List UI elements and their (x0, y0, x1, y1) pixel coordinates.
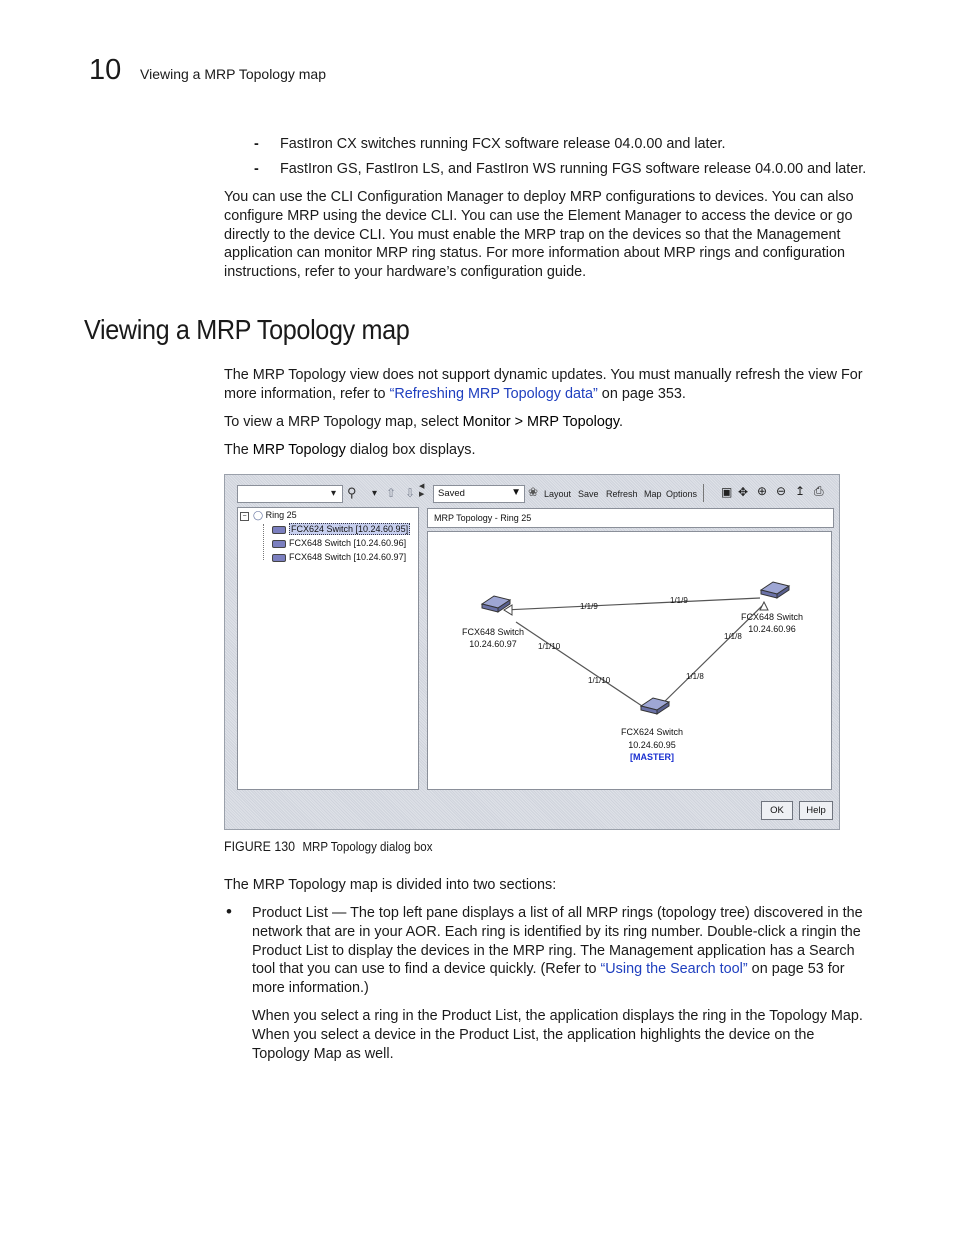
down-arrow-icon[interactable]: ⇩ (405, 486, 416, 500)
tree-device-item[interactable] (272, 552, 406, 562)
node-name: FCX648 Switch (741, 612, 804, 622)
link-97-95 (516, 622, 648, 710)
up-arrow-icon[interactable]: ⇧ (386, 486, 397, 500)
collapse-icon[interactable]: − (240, 512, 249, 521)
text: . (619, 414, 624, 430)
port-label: 1/1/10 (588, 676, 611, 685)
switch-icon (272, 554, 286, 562)
options-button[interactable]: Options (666, 489, 698, 499)
layout-button[interactable]: Layout (544, 489, 572, 499)
switch-node-95[interactable] (641, 698, 669, 714)
intro-paragraph: You can use the CLI Configuration Manager to deploy MRP configurations to devices. You can also configure MRP using the device CLI. You can use the Element Manager to access the device or go directly to the device CLI. You must enable the MRP trap on the devices so that the Management application can monitor MRP ring status. For more information about MRP rings and configuration instructions, refer to your hardware’s configuration guide. (224, 189, 854, 281)
intro-bullet: - FastIron CX switches running FCX software release 04.0.00 and later. (250, 135, 890, 154)
saved-select-value: Saved (438, 488, 465, 499)
tree-device-label: FCX624 Switch [10.24.60.95] (291, 524, 409, 534)
sections-intro: The MRP Topology map is divided into two sections: (224, 877, 557, 893)
search-tool-icon[interactable]: ⚲ (347, 485, 357, 500)
pan-icon[interactable]: ✥ (738, 485, 749, 499)
map-title: MRP Topology - Ring 25 (434, 513, 532, 523)
layout-icon: ❀ (528, 485, 539, 499)
figure-number: FIGURE 130 (224, 839, 296, 854)
section-paragraph-1 (224, 366, 874, 404)
dialog-name: MRP Topology (252, 442, 346, 458)
chapter-number: 10 (89, 54, 122, 86)
node-name: FCX624 Switch (621, 727, 684, 737)
save-button[interactable]: Save (578, 489, 599, 499)
mrp-topology-dialog-screenshot (224, 474, 840, 830)
zoom-out-icon[interactable]: ⊖ (776, 484, 787, 498)
node-ip: 10.24.60.96 (748, 624, 796, 634)
tree-root-label: Ring 25 (265, 510, 297, 520)
node-ip: 10.24.60.95 (628, 739, 676, 750)
zoom-in-icon[interactable]: ⊕ (757, 484, 768, 498)
node-ip: 10.24.60.97 (469, 639, 517, 649)
figure-caption (224, 839, 432, 854)
text: The (224, 442, 253, 458)
help-button[interactable]: Help (799, 801, 833, 820)
fit-icon[interactable]: ▣ (721, 485, 733, 499)
saved-select[interactable] (433, 485, 525, 503)
port-label: 1/1/8 (724, 632, 742, 641)
master-badge: [MASTER] (630, 752, 675, 762)
link-97-96 (504, 598, 760, 610)
map-title-bar (427, 508, 834, 528)
search-combo[interactable] (237, 485, 343, 503)
ok-button[interactable]: OK (761, 801, 793, 820)
section-paragraph-2 (224, 413, 874, 432)
switch-node-96[interactable] (761, 582, 789, 598)
port-label: 1/1/9 (580, 602, 598, 611)
product-list-pane[interactable] (237, 507, 419, 790)
port-label: 1/1/9 (670, 596, 688, 605)
splitter-arrows-icon[interactable]: ◀ ▶ (419, 483, 425, 498)
section-paragraph-3 (224, 441, 874, 460)
tree-device-item[interactable] (272, 524, 410, 534)
node-name: FCX648 Switch (462, 627, 525, 637)
text: To view a MRP Topology map, select (224, 414, 463, 430)
text: The MRP Topology view does not support dynamic updates. You must manually refresh the view For more information, refer to (224, 367, 863, 402)
intro-bullet: - FastIron GS, FastIron LS, and FastIron WS running FGS software release 04.0.00 and later. (250, 160, 890, 179)
intro-bullet-list (250, 135, 890, 179)
node-label-96 (741, 611, 803, 635)
node-label-95 (621, 726, 683, 764)
text: on page 353. (597, 385, 686, 402)
switch-icon (272, 540, 286, 548)
tree-device-label: FCX648 Switch [10.24.60.97] (289, 552, 407, 562)
menu-path: Monitor > MRP Topology (462, 414, 620, 430)
tree-device-label: FCX648 Switch [10.24.60.96] (289, 538, 407, 548)
sections-bullet-list (224, 904, 872, 998)
switch-icon (272, 526, 286, 534)
tree-connector (263, 524, 265, 560)
product-list-follow-paragraph: When you select a ring in the Product List, the application displays the ring in the Topology Map. When you select a device in the Product List, the application highlights the device on the Topology Map as well. (252, 1008, 863, 1062)
section-heading: Viewing a MRP Topology map (84, 314, 410, 345)
running-header-title: Viewing a MRP Topology map (140, 66, 326, 82)
text: on page 53 for more information.) (252, 961, 845, 997)
map-button[interactable]: Map (644, 489, 662, 499)
text: dialog box displays. (345, 442, 476, 458)
toolbar-divider (703, 484, 704, 502)
refreshing-link[interactable]: “Refreshing MRP Topology data” (389, 385, 598, 402)
chevron-down-icon: ▼ (511, 487, 521, 498)
search-dropdown-icon[interactable]: ▾ (331, 488, 337, 499)
print-icon[interactable]: ⎙ (814, 484, 824, 498)
tree-device-item[interactable] (272, 538, 406, 548)
ring-icon: ◯ (253, 510, 264, 520)
tool-dropdown-icon[interactable]: ▾ (372, 488, 378, 499)
topology-map-pane[interactable] (427, 531, 832, 790)
port-label: 1/1/8 (686, 672, 704, 681)
product-list-bullet (224, 904, 872, 998)
text: Product List — The top left pane displays a list of all MRP rings (topology tree) discovered in the network that are in your AOR. Each ring is identified by its ring number. Double-click a ringin the Product List to display the devices in the MRP ring. The Management application has a Search tool that you can use to find a device quickly. (Refer to (252, 905, 863, 978)
search-tool-link[interactable]: “Using the Search tool” (600, 961, 748, 978)
refresh-button[interactable]: Refresh (606, 489, 638, 499)
figure-caption-text: MRP Topology dialog box (302, 840, 433, 854)
export-icon[interactable]: ↥ (795, 484, 806, 498)
port-label: 1/1/10 (538, 642, 561, 651)
node-label-97 (462, 626, 524, 650)
tree-root[interactable] (240, 510, 297, 521)
